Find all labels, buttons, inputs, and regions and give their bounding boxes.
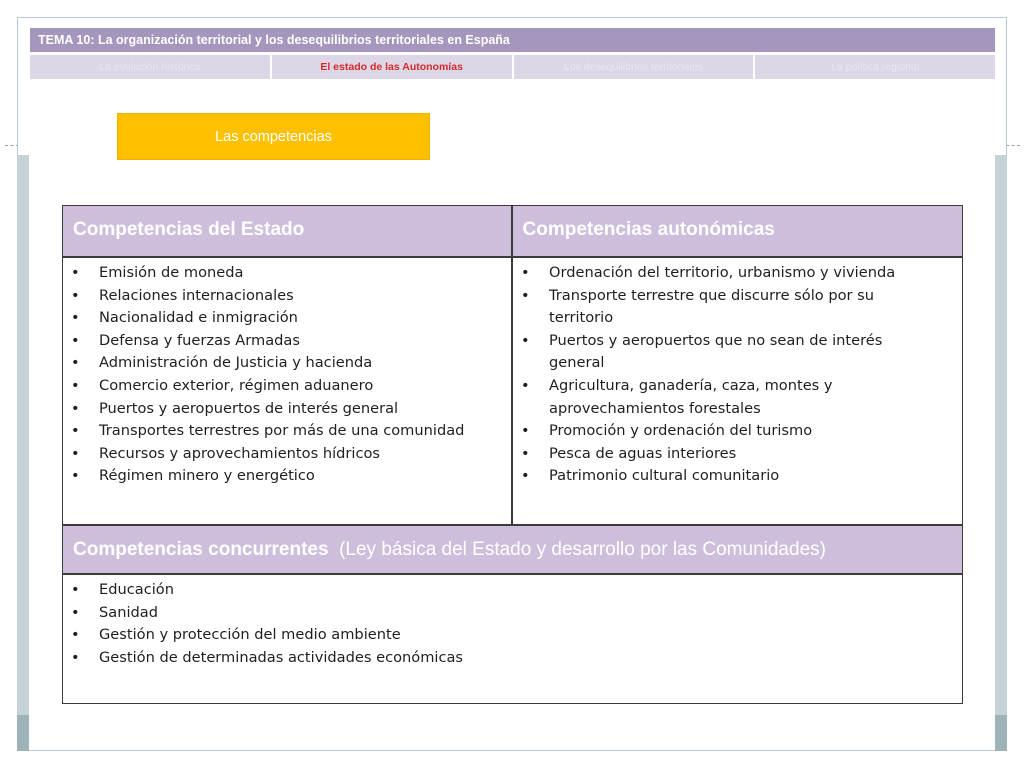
list-item: • Emisión de moneda (63, 262, 509, 285)
right-side-bar (995, 155, 1007, 751)
concurrentes-bottom-divider (63, 573, 962, 575)
list-item: • Sanidad (63, 602, 943, 625)
concurrentes-list (63, 579, 943, 669)
slide-title: TEMA 10: La organización territorial y los desequilibrios territoriales en España (38, 33, 510, 47)
list-item: • Transporte terrestre que discurre sólo por su territorio (513, 285, 953, 330)
list-item: • Puertos y aeropuertos de interés general (63, 398, 509, 421)
estado-heading-text: Competencias del Estado (73, 219, 305, 240)
slide-title-bar (30, 28, 995, 52)
estado-list (63, 262, 509, 488)
left-side-bar-accent (17, 715, 29, 751)
list-item: • Gestión de determinadas actividades económicas (63, 647, 943, 670)
list-item: • Transportes terrestres por más de una comunidad (63, 420, 509, 443)
tab-evolucion-historica[interactable]: La evolución histórica (30, 55, 270, 79)
tab-desequilibrios-territoriales[interactable]: Los desequilibrios territoriales (514, 55, 754, 79)
section-tabs (30, 55, 995, 79)
list-item: • Promoción y ordenación del turismo (513, 420, 953, 443)
autonomicas-list (513, 262, 953, 488)
las-competencias-button[interactable]: Las competencias (117, 113, 430, 160)
list-item: • Agricultura, ganadería, caza, montes y aprovechamientos forestales (513, 375, 953, 420)
autonomicas-heading (513, 206, 962, 256)
list-item: • Recursos y aprovechamientos hídricos (63, 443, 509, 466)
estado-heading (63, 206, 511, 256)
right-side-bar-accent (995, 715, 1007, 751)
list-item: • Comercio exterior, régimen aduanero (63, 375, 509, 398)
tab-politica-regional[interactable]: La política regional (755, 55, 995, 79)
list-item: • Patrimonio cultural comunitario (513, 465, 953, 488)
list-item: • Pesca de aguas interiores (513, 443, 953, 466)
list-item: • Gestión y protección del medio ambiente (63, 624, 943, 647)
concurrentes-heading-note: (Ley básica del Estado y desarrollo por las Comunidades) (339, 538, 826, 560)
list-item: • Relaciones internacionales (63, 285, 509, 308)
autonomicas-heading-text: Competencias autonómicas (522, 219, 775, 240)
tab-estado-autonomias[interactable]: El estado de las Autonomías (272, 55, 512, 79)
concurrentes-heading-text: Competencias concurrentes (73, 538, 329, 560)
competencias-table (62, 205, 963, 704)
list-item: • Nacionalidad e inmigración (63, 307, 509, 330)
list-item: • Defensa y fuerzas Armadas (63, 330, 509, 353)
concurrentes-heading (63, 526, 962, 574)
list-item: • Ordenación del territorio, urbanismo y vivienda (513, 262, 953, 285)
list-item: • Régimen minero y energético (63, 465, 509, 488)
list-item: • Educación (63, 579, 943, 602)
list-item: • Administración de Justicia y hacienda (63, 352, 509, 375)
list-item: • Puertos y aeropuertos que no sean de interés general (513, 330, 953, 375)
left-side-bar (17, 155, 29, 751)
header-divider (63, 256, 962, 258)
